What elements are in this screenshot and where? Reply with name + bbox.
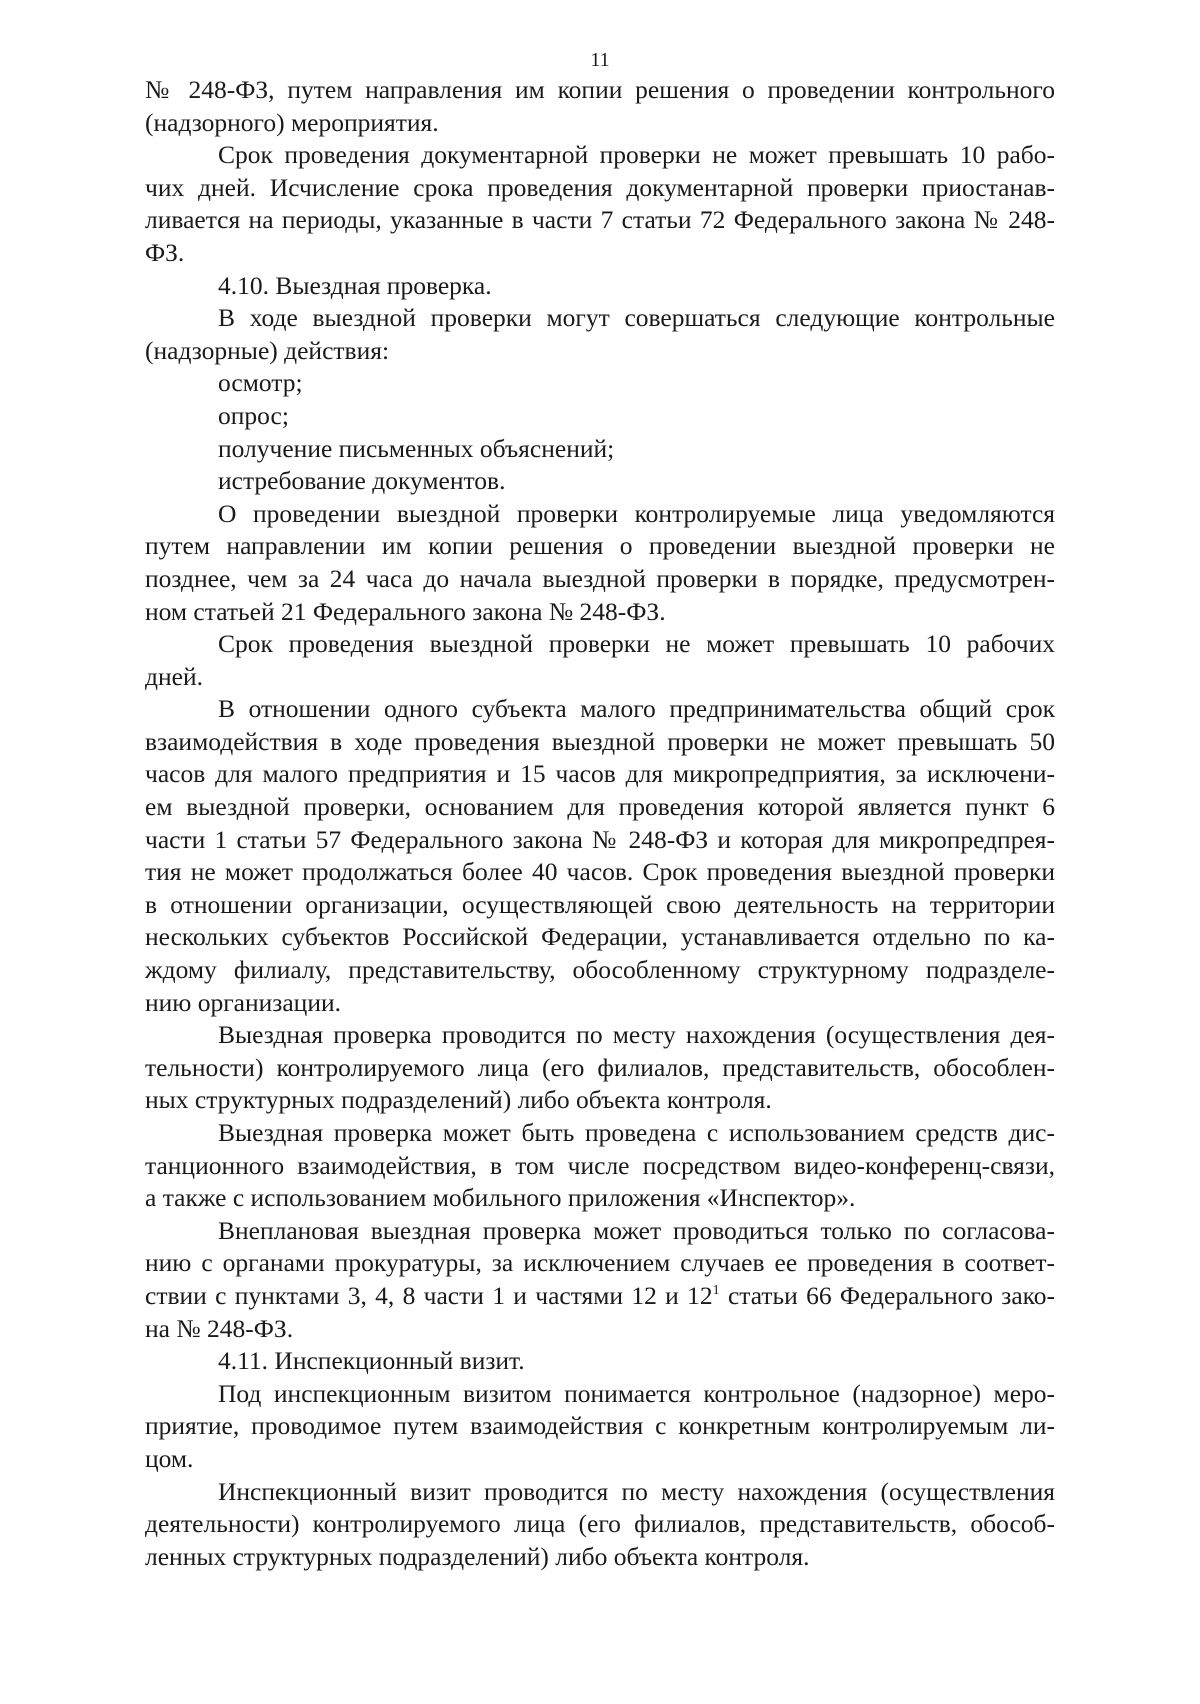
- text-fragment: ствии с пунктами 3, 4, 8 части 1 и частями 12 и 12: [145, 1280, 713, 1310]
- text-line: ном статьей 21 Федерального закона № 248-ФЗ.: [145, 596, 666, 626]
- text-line: ждому филиалу, представительству, обособленному структурному подразделе-: [145, 955, 1055, 985]
- text-line: ФЗ.: [145, 237, 185, 267]
- text-line: на № 248-ФЗ.: [145, 1313, 294, 1343]
- text-line: ленных структурных подразделений) либо объекта контроля.: [145, 1541, 810, 1571]
- text-line: цом.: [145, 1443, 194, 1473]
- text-line: (надзорного) мероприятия.: [145, 107, 439, 137]
- text-line: В ходе выездной проверки могут совершаться следующие контрольные: [218, 303, 1055, 333]
- text-fragment: статьи 66 Федерального зако-: [719, 1280, 1055, 1310]
- text-line: (надзорные) действия:: [145, 335, 390, 365]
- text-line: Внеплановая выездная проверка может проводиться только по согласова-: [218, 1215, 1055, 1245]
- text-line: осмотр;: [218, 368, 303, 398]
- text-line: ливается на периоды, указанные в части 7 статьи 72 Федерального закона № 248-: [145, 205, 1055, 235]
- text-line: Выездная проверка проводится по месту нахождения (осуществления дея-: [218, 1020, 1055, 1050]
- text-line: ем выездной проверки, основанием для проведения которой является пункт 6: [145, 792, 1055, 822]
- text-line: танционного взаимодействия, в том числе посредством видео-конференц-связи,: [145, 1150, 1055, 1180]
- text-line: № 248-ФЗ, путем направления им копии решения о проведении контрольного: [145, 75, 1055, 104]
- text-line: нию с органами прокуратуры, за исключением случаев ее проведения в соответ-: [145, 1248, 1055, 1278]
- text-line: Выездная проверка может быть проведена с использованием средств дис-: [218, 1118, 1055, 1147]
- text-line: В отношении одного субъекта малого предпринимательства общий срок: [218, 694, 1055, 724]
- document-body: [145, 74, 1055, 1573]
- text-line: О проведении выездной проверки контролируемые лица уведомляются: [218, 498, 1055, 528]
- text-line: нию организации.: [145, 987, 341, 1017]
- text-line: а также с использованием мобильного приложения «Инспектор».: [145, 1183, 856, 1213]
- page-number: 11: [590, 49, 610, 71]
- text-line: Срок проведения документарной проверки не может превышать 10 рабо-: [218, 140, 1055, 170]
- text-line: позднее, чем за 24 часа до начала выездной проверки в порядке, предусмотрен-: [145, 563, 1055, 593]
- text-line: Инспекционный визит проводится по месту нахождения (осуществления: [218, 1476, 1055, 1506]
- text-line: нескольких субъектов Российской Федерации, устанавливается отдельно по ка-: [145, 922, 1055, 952]
- text-line: получение письменных объяснений;: [218, 433, 615, 463]
- text-line: 4.10. Выездная проверка.: [218, 270, 492, 300]
- text-line: дней.: [145, 661, 203, 691]
- text-line: ных структурных подразделений) либо объекта контроля.: [145, 1085, 772, 1115]
- text-line: взаимодействия в ходе проведения выездной проверки не может превышать 50: [145, 726, 1055, 756]
- text-line: опрос;: [218, 400, 289, 430]
- text-line: [145, 1280, 1055, 1313]
- text-line: истребование документов.: [218, 466, 506, 496]
- text-line: путем направлении им копии решения о проведении выездной проверки не: [145, 531, 1055, 561]
- superscript: 1: [712, 1282, 720, 1298]
- text-line: приятие, проводимое путем взаимодействия с конкретным контролируемым ли-: [145, 1411, 1055, 1441]
- text-line: часов для малого предприятия и 15 часов для микропредприятия, за исключени-: [145, 759, 1055, 789]
- text-line: тия не может продолжаться более 40 часов. Срок проведения выездной проверки: [145, 857, 1055, 887]
- text-line: Под инспекционным визитом понимается контрольное (надзорное) меро-: [218, 1378, 1055, 1408]
- text-line: тельности) контролируемого лица (его филиалов, представительств, обособлен-: [145, 1052, 1055, 1082]
- text-line: деятельности) контролируемого лица (его филиалов, представительств, обособ-: [145, 1509, 1055, 1539]
- text-line: Срок проведения выездной проверки не может превышать 10 рабочих: [218, 629, 1055, 659]
- text-line: в отношении организации, осуществляющей свою деятельность на территории: [145, 889, 1055, 919]
- text-line: чих дней. Исчисление срока проведения документарной проверки приостанав-: [145, 172, 1055, 202]
- text-line: части 1 статьи 57 Федерального закона № 248-ФЗ и которая для микропредпрея-: [145, 824, 1055, 854]
- text-line: 4.11. Инспекционный визит.: [218, 1346, 525, 1376]
